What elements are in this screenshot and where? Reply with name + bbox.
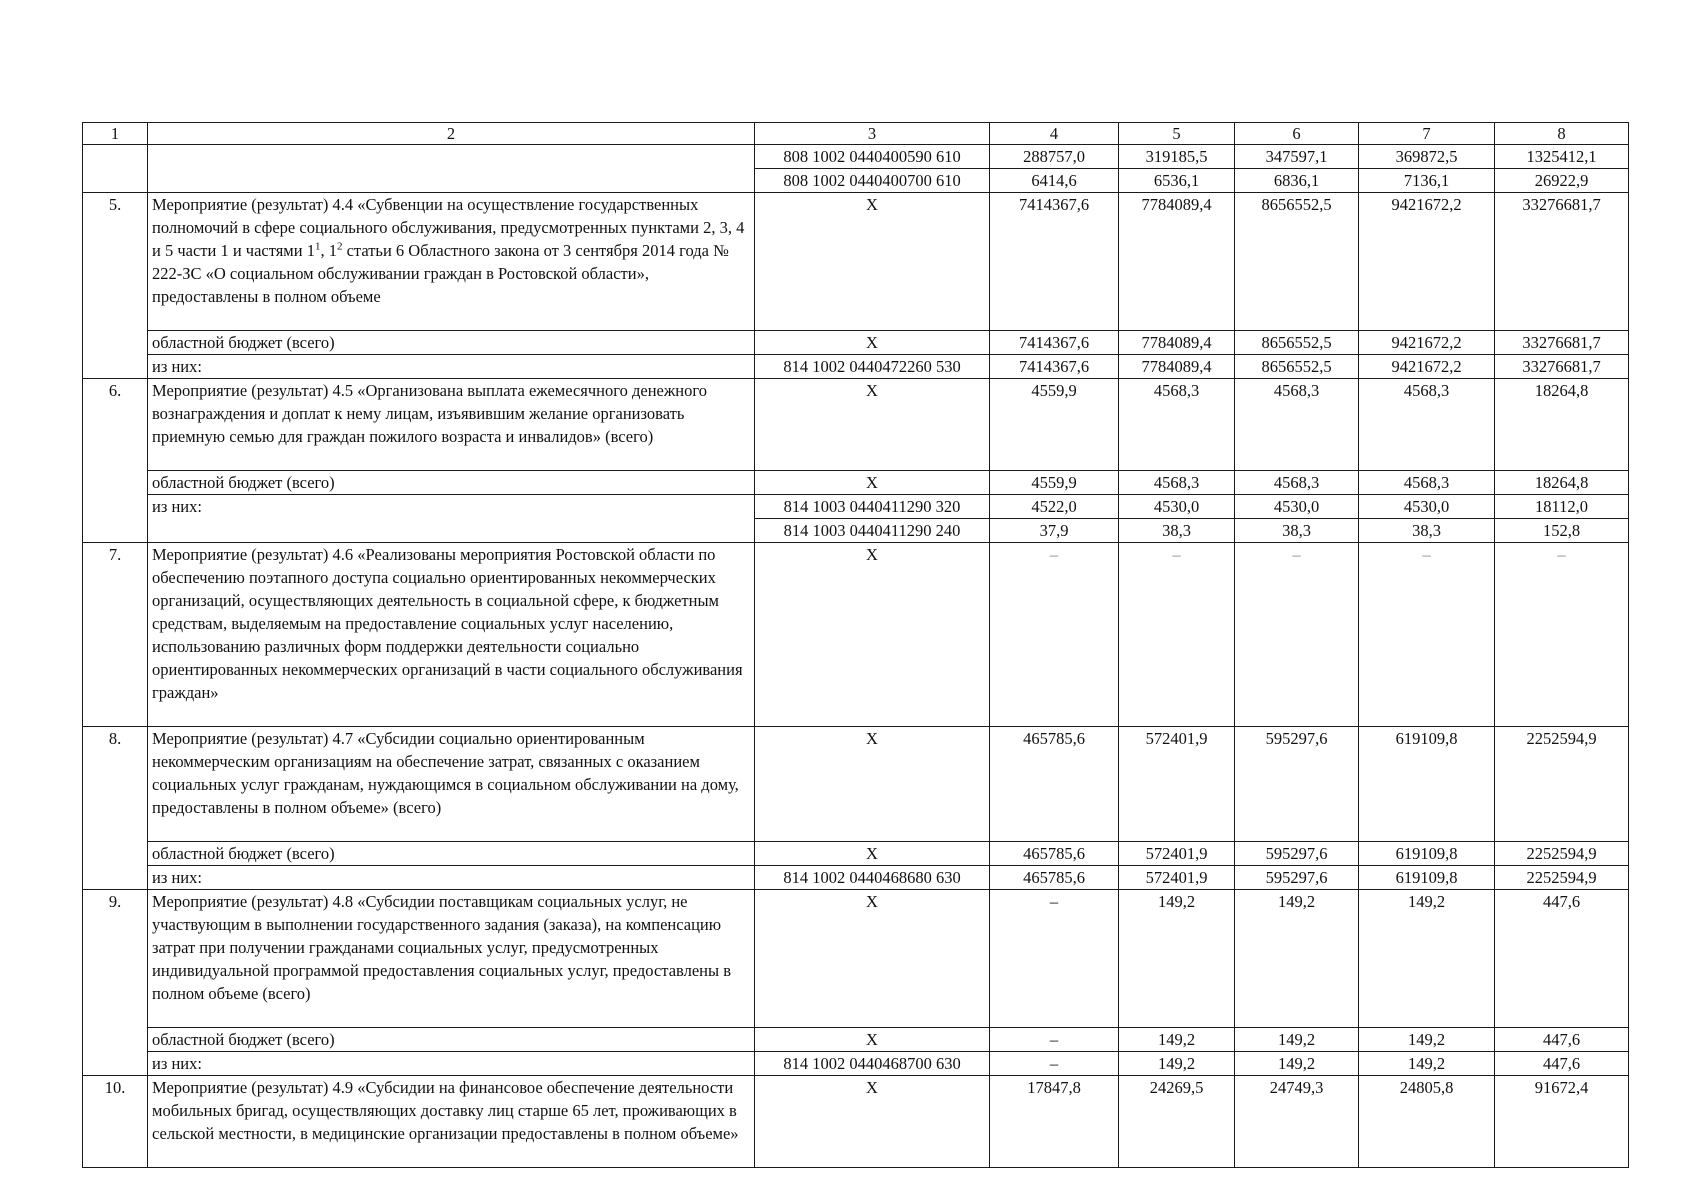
value-year-1: 465785,6 xyxy=(990,866,1119,890)
value-year-3: 4568,3 xyxy=(1235,379,1359,471)
row-description: из них: xyxy=(148,1052,755,1076)
value-year-3: 347597,1 xyxy=(1235,145,1359,169)
value-year-4: 7136,1 xyxy=(1359,169,1495,193)
value-year-4: 149,2 xyxy=(1359,1028,1495,1052)
table-row xyxy=(83,842,1629,866)
row-description: Мероприятие (результат) 4.5 «Организована выплата ежемесячного денежного вознаграждения и доплат к нему лицам, изъявившим желание организовать приемную семью для граждан пожилого возраста и инвалидов» (всего) xyxy=(148,379,755,471)
row-description: областной бюджет (всего) xyxy=(148,1028,755,1052)
table-row xyxy=(83,193,1629,331)
value-total: 447,6 xyxy=(1495,890,1629,1028)
budget-code: X xyxy=(755,727,990,842)
table-row xyxy=(83,495,1629,519)
value-year-2: 24269,5 xyxy=(1119,1076,1235,1168)
value-year-3: 24749,3 xyxy=(1235,1076,1359,1168)
value-year-2: 7784089,4 xyxy=(1119,331,1235,355)
value-year-1: 465785,6 xyxy=(990,842,1119,866)
value-total: 18264,8 xyxy=(1495,379,1629,471)
value-year-1: 4559,9 xyxy=(990,379,1119,471)
budget-code: X xyxy=(755,331,990,355)
value-year-3: 149,2 xyxy=(1235,1052,1359,1076)
value-year-1: – xyxy=(990,1028,1119,1052)
value-year-2: 6536,1 xyxy=(1119,169,1235,193)
value-year-4: 369872,5 xyxy=(1359,145,1495,169)
budget-code: 814 1003 0440411290 320 xyxy=(755,495,990,519)
table-row xyxy=(83,355,1629,379)
value-total: 18264,8 xyxy=(1495,471,1629,495)
header-col-7: 7 xyxy=(1359,123,1495,145)
value-year-3: – xyxy=(1235,543,1359,727)
table-row xyxy=(83,379,1629,471)
value-total: 33276681,7 xyxy=(1495,331,1629,355)
value-year-4: 9421672,2 xyxy=(1359,355,1495,379)
value-year-4: 619109,8 xyxy=(1359,727,1495,842)
value-year-2: 4568,3 xyxy=(1119,379,1235,471)
table-row xyxy=(83,1052,1629,1076)
value-year-4: 4530,0 xyxy=(1359,495,1495,519)
budget-table xyxy=(82,122,1629,1168)
value-year-1: – xyxy=(990,1052,1119,1076)
value-year-3: 8656552,5 xyxy=(1235,355,1359,379)
value-year-4: 149,2 xyxy=(1359,890,1495,1028)
table-row xyxy=(83,890,1629,1028)
row-description: Мероприятие (результат) 4.9 «Субсидии на финансовое обеспечение деятельности мобильных бригад, осуществляющих доставку лиц старше 65 лет, проживающих в сельской местности, в медицинские организации предоставлены в полном объеме» xyxy=(148,1076,755,1168)
row-description: Мероприятие (результат) 4.7 «Субсидии социально ориентированным некоммерческим организациям на обеспечение затрат, связанных с оказанием социальных услуг гражданам, нуждающимся в социальном обслуживании на дому, предоставлены в полном объеме» (всего) xyxy=(148,727,755,842)
budget-code: 814 1002 0440468680 630 xyxy=(755,866,990,890)
table-row xyxy=(83,543,1629,727)
value-year-3: 8656552,5 xyxy=(1235,193,1359,331)
value-total: 18112,0 xyxy=(1495,495,1629,519)
row-description: областной бюджет (всего) xyxy=(148,471,755,495)
value-year-3: 4530,0 xyxy=(1235,495,1359,519)
value-year-2: 4530,0 xyxy=(1119,495,1235,519)
value-year-2: 572401,9 xyxy=(1119,727,1235,842)
value-year-1: 4522,0 xyxy=(990,495,1119,519)
row-description: Мероприятие (результат) 4.6 «Реализованы мероприятия Ростовской области по обеспечению поэтапного доступа социально ориентированных некоммерческих организаций, осуществляющих деятельность в социальной сфере, к бюджетным средствам, выделяемым на предоставление социальных услуг населению, использованию различных форм поддержки деятельности социально ориентированных некоммерческих организаций в части социального обслуживания граждан» xyxy=(148,543,755,727)
value-year-2: 7784089,4 xyxy=(1119,355,1235,379)
value-year-3: 595297,6 xyxy=(1235,727,1359,842)
budget-code: 808 1002 0440400590 610 xyxy=(755,145,990,169)
table-row xyxy=(83,471,1629,495)
header-col-2: 2 xyxy=(148,123,755,145)
value-total: 33276681,7 xyxy=(1495,355,1629,379)
value-year-2: 149,2 xyxy=(1119,1028,1235,1052)
value-year-3: 595297,6 xyxy=(1235,866,1359,890)
row-description: Мероприятие (результат) 4.4 «Субвенции на осуществление государственных полномочий в сфере социального обслуживания, предусмотренных пунктами 2, 3, 4 и 5 части 1 и частями $1^1$, $1^2$ статьи 6 Областного закона от 3 сентября 2014 года № 222-ЗС «О социальном обслуживании граждан в Ростовской области», предоставлены в полном объеме xyxy=(148,193,755,331)
budget-code: X xyxy=(755,1028,990,1052)
value-year-1: 465785,6 xyxy=(990,727,1119,842)
value-year-4: 4568,3 xyxy=(1359,471,1495,495)
row-number: 5. xyxy=(83,193,148,379)
value-year-2: 319185,5 xyxy=(1119,145,1235,169)
value-year-3: 38,3 xyxy=(1235,519,1359,543)
row-description xyxy=(148,145,755,193)
value-total: – xyxy=(1495,543,1629,727)
value-total: 152,8 xyxy=(1495,519,1629,543)
budget-code: X xyxy=(755,890,990,1028)
budget-code: X xyxy=(755,379,990,471)
value-year-1: 7414367,6 xyxy=(990,355,1119,379)
row-description: из них: xyxy=(148,495,755,543)
row-description: из них: xyxy=(148,866,755,890)
table-row xyxy=(83,727,1629,842)
value-year-3: 4568,3 xyxy=(1235,471,1359,495)
row-number: 7. xyxy=(83,543,148,727)
value-year-1: 37,9 xyxy=(990,519,1119,543)
value-year-1: – xyxy=(990,543,1119,727)
row-number: 10. xyxy=(83,1076,148,1168)
value-year-1: 4559,9 xyxy=(990,471,1119,495)
value-year-3: 149,2 xyxy=(1235,890,1359,1028)
value-year-1: – xyxy=(990,890,1119,1028)
value-year-1: 7414367,6 xyxy=(990,331,1119,355)
header-col-4: 4 xyxy=(990,123,1119,145)
row-description: областной бюджет (всего) xyxy=(148,842,755,866)
value-year-2: 149,2 xyxy=(1119,1052,1235,1076)
value-year-4: 38,3 xyxy=(1359,519,1495,543)
value-total: 33276681,7 xyxy=(1495,193,1629,331)
value-year-4: 9421672,2 xyxy=(1359,331,1495,355)
row-number: 9. xyxy=(83,890,148,1076)
budget-code: 814 1002 0440472260 530 xyxy=(755,355,990,379)
budget-code: X xyxy=(755,1076,990,1168)
value-year-3: 8656552,5 xyxy=(1235,331,1359,355)
budget-code: X xyxy=(755,471,990,495)
value-total: 2252594,9 xyxy=(1495,842,1629,866)
row-description: областной бюджет (всего) xyxy=(148,331,755,355)
row-description: Мероприятие (результат) 4.8 «Субсидии поставщикам социальных услуг, не участвующим в выполнении государственного задания (заказа), на компенсацию затрат при получении гражданами социальных услуг, предусмотренных индивидуальной программой предоставления социальных услуг, предоставлены в полном объеме (всего) xyxy=(148,890,755,1028)
value-total: 1325412,1 xyxy=(1495,145,1629,169)
value-year-4: 149,2 xyxy=(1359,1052,1495,1076)
header-col-5: 5 xyxy=(1119,123,1235,145)
header-col-8: 8 xyxy=(1495,123,1629,145)
value-year-3: 6836,1 xyxy=(1235,169,1359,193)
value-total: 26922,9 xyxy=(1495,169,1629,193)
value-year-4: 619109,8 xyxy=(1359,866,1495,890)
value-year-4: 24805,8 xyxy=(1359,1076,1495,1168)
value-year-2: 149,2 xyxy=(1119,890,1235,1028)
table-row xyxy=(83,145,1629,169)
budget-code: 808 1002 0440400700 610 xyxy=(755,169,990,193)
value-year-2: – xyxy=(1119,543,1235,727)
budget-code: X xyxy=(755,193,990,331)
row-number xyxy=(83,145,148,193)
value-year-2: 572401,9 xyxy=(1119,866,1235,890)
header-col-3: 3 xyxy=(755,123,990,145)
row-description: из них: xyxy=(148,355,755,379)
value-year-2: 38,3 xyxy=(1119,519,1235,543)
value-total: 91672,4 xyxy=(1495,1076,1629,1168)
table-row xyxy=(83,866,1629,890)
value-year-1: 7414367,6 xyxy=(990,193,1119,331)
row-number: 8. xyxy=(83,727,148,890)
value-year-4: 619109,8 xyxy=(1359,842,1495,866)
value-year-2: 4568,3 xyxy=(1119,471,1235,495)
value-year-2: 572401,9 xyxy=(1119,842,1235,866)
table-row xyxy=(83,1028,1629,1052)
value-year-1: 17847,8 xyxy=(990,1076,1119,1168)
value-year-1: 6414,6 xyxy=(990,169,1119,193)
budget-code: 814 1003 0440411290 240 xyxy=(755,519,990,543)
header-col-1: 1 xyxy=(83,123,148,145)
value-total: 447,6 xyxy=(1495,1052,1629,1076)
value-total: 2252594,9 xyxy=(1495,727,1629,842)
value-year-3: 595297,6 xyxy=(1235,842,1359,866)
table-row xyxy=(83,1076,1629,1168)
value-year-4: – xyxy=(1359,543,1495,727)
value-total: 447,6 xyxy=(1495,1028,1629,1052)
budget-code: X xyxy=(755,842,990,866)
value-year-2: 7784089,4 xyxy=(1119,193,1235,331)
table-row xyxy=(83,331,1629,355)
column-number-header-row xyxy=(83,123,1629,145)
value-year-4: 4568,3 xyxy=(1359,379,1495,471)
row-number: 6. xyxy=(83,379,148,543)
header-col-6: 6 xyxy=(1235,123,1359,145)
value-total: 2252594,9 xyxy=(1495,866,1629,890)
budget-code: X xyxy=(755,543,990,727)
value-year-3: 149,2 xyxy=(1235,1028,1359,1052)
value-year-4: 9421672,2 xyxy=(1359,193,1495,331)
value-year-1: 288757,0 xyxy=(990,145,1119,169)
budget-code: 814 1002 0440468700 630 xyxy=(755,1052,990,1076)
